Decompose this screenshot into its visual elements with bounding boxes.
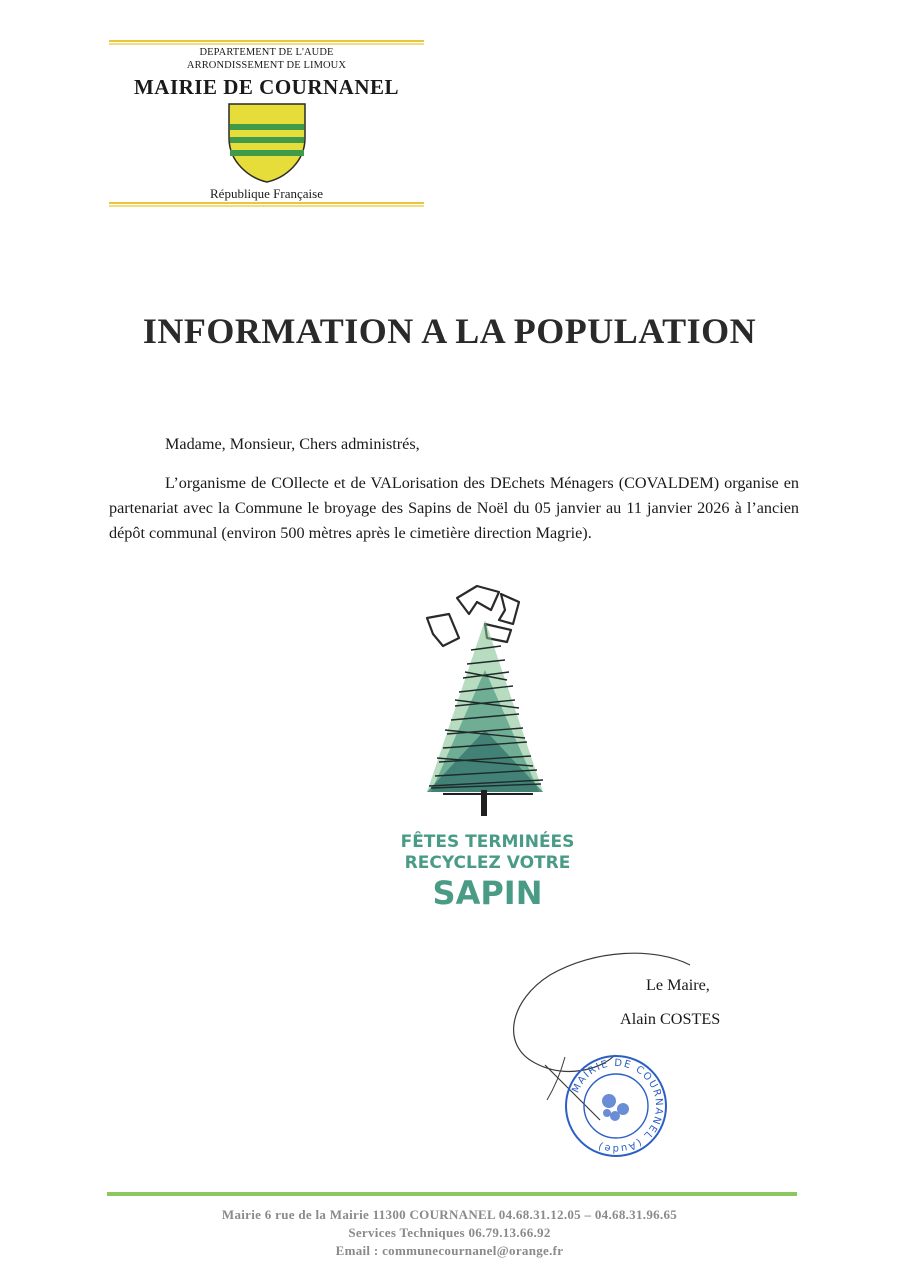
signature-name: Alain COSTES: [620, 1010, 721, 1028]
signature-block: [505, 945, 745, 1165]
poster-line-3: SAPIN: [432, 874, 543, 912]
coat-of-arms-shield-icon: [227, 102, 307, 184]
greeting: Madame, Monsieur, Chers administrés,: [165, 435, 420, 453]
stamp-text: MAIRIE DE COURNANEL (Aude): [570, 1057, 665, 1155]
signature-role: Le Maire,: [646, 976, 710, 994]
department-label: DEPARTEMENT DE L'AUDE: [199, 47, 334, 58]
info-paragraph: L’organisme de COllecte et de VALorisation des DEchets Ménagers (COVALDEM) organise en partenariat avec la Commune le broyage des Sapins de Noël du 05 janvier au 11 janvier 2026 à l’ancien dépôt communal (environ 500 mètres après le cimetière direction Magrie).: [109, 474, 799, 542]
footer-email: Email : communecournanel@orange.fr: [335, 1243, 564, 1258]
poster-line-1: FÊTES TERMINÉES: [400, 832, 575, 852]
page-title: INFORMATION A LA POPULATION: [142, 311, 757, 351]
poster-line-2: RECYCLEZ VOTRE: [404, 853, 571, 873]
footer-address: Mairie 6 rue de la Mairie 11300 COURNANEL 04.68.31.12.05 – 04.68.31.96.65: [221, 1207, 678, 1222]
recycle-poster: [400, 580, 575, 920]
recycle-tree-icon: [415, 580, 560, 820]
footer-services: Services Techniques 06.79.13.66.92: [348, 1225, 551, 1240]
letterhead-bottom-rule: [109, 202, 424, 207]
footer-rule: [107, 1192, 797, 1196]
republique-label: République Française: [210, 186, 323, 201]
letterhead-top-rule: [109, 40, 424, 45]
mairie-label: MAIRIE DE COURNANEL: [133, 75, 400, 99]
official-stamp-icon: [563, 1053, 669, 1159]
letterhead: [109, 40, 424, 208]
arrondissement-label: ARRONDISSEMENT DE LIMOUX: [186, 60, 347, 71]
